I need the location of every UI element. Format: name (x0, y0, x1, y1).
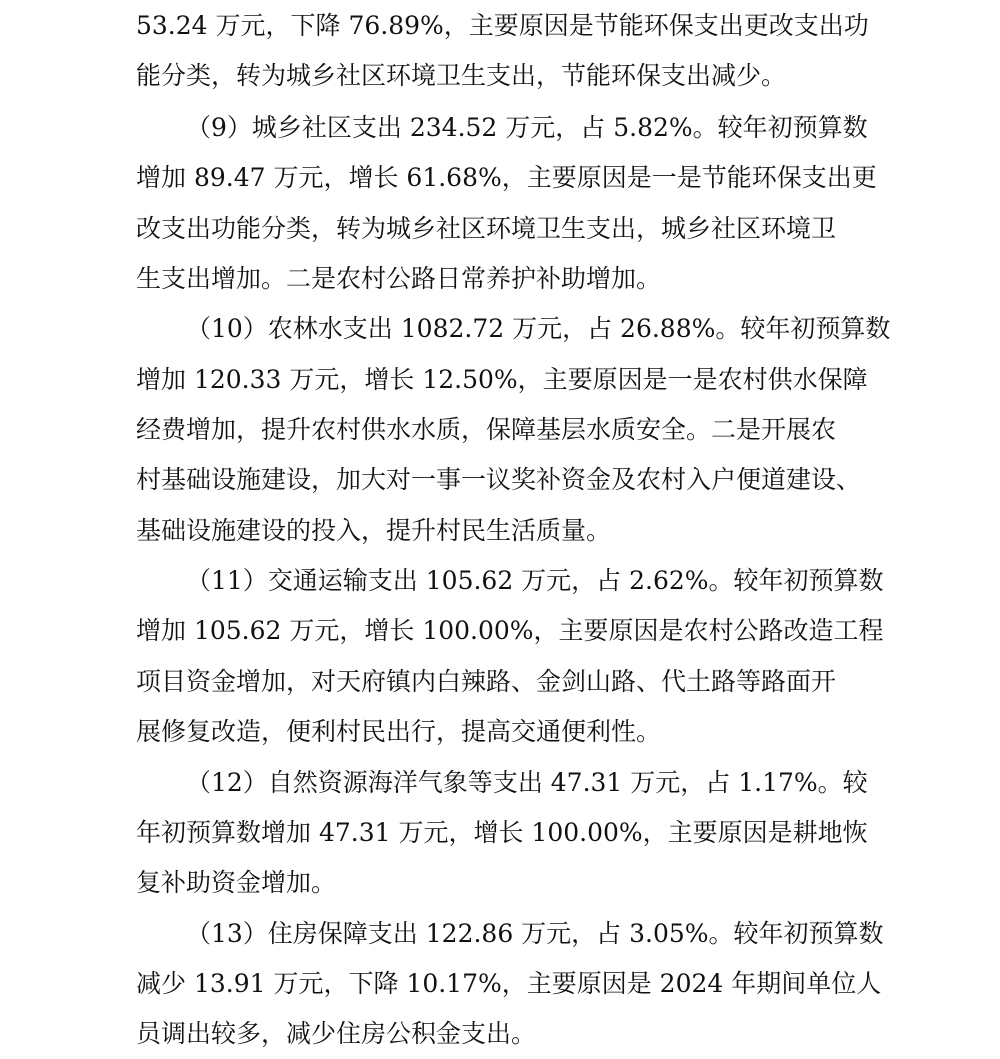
text-line: 生支出增加。二是农村公路日常养护补助增加。 (136, 264, 662, 293)
text-line: （12）自然资源海洋气象等支出 47.31 万元，占 1.17%。较 (186, 768, 868, 797)
text-line: 复补助资金增加。 (136, 868, 337, 897)
text-line: （11）交通运输支出 105.62 万元，占 2.62%。较年初预算数 (186, 566, 884, 595)
text-line: 年初预算数增加 47.31 万元，增长 100.00%，主要原因是耕地恢 (136, 818, 868, 847)
text-line: 减少 13.91 万元，下降 10.17%，主要原因是 2024 年期间单位人 (136, 969, 882, 998)
text-line: 项目资金增加，对天府镇内白辣路、金剑山路、代土路等路面开 (136, 667, 837, 696)
text-line: 增加 120.33 万元，增长 12.50%，主要原因是一是农村供水保障 (136, 365, 868, 394)
text-line: 增加 105.62 万元，增长 100.00%，主要原因是农村公路改造工程 (136, 616, 884, 645)
text-line: 员调出较多，减少住房公积金支出。 (136, 1019, 537, 1048)
text-line: （13）住房保障支出 122.86 万元，占 3.05%。较年初预算数 (186, 919, 884, 948)
text-line: （9）城乡社区支出 234.52 万元，占 5.82%。较年初预算数 (186, 113, 868, 142)
text-line: 经费增加，提升农村供水水质，保障基层水质安全。二是开展农 (136, 415, 837, 444)
text-line: （10）农林水支出 1082.72 万元，占 26.88%。较年初预算数 (186, 314, 891, 343)
text-line: 53.24 万元，下降 76.89%，主要原因是节能环保支出更改支出功 (136, 11, 869, 40)
text-line: 改支出功能分类，转为城乡社区环境卫生支出，城乡社区环境卫 (136, 214, 837, 243)
text-line: 能分类，转为城乡社区环境卫生支出，节能环保支出减少。 (136, 61, 787, 90)
text-line: 增加 89.47 万元，增长 61.68%，主要原因是一是节能环保支出更 (136, 163, 877, 192)
text-line: 基础设施建设的投入，提升村民生活质量。 (136, 516, 612, 545)
text-line: 展修复改造，便利村民出行，提高交通便利性。 (136, 717, 662, 746)
text-line: 村基础设施建设，加大对一事一议奖补资金及农村入户便道建设、 (136, 465, 862, 494)
